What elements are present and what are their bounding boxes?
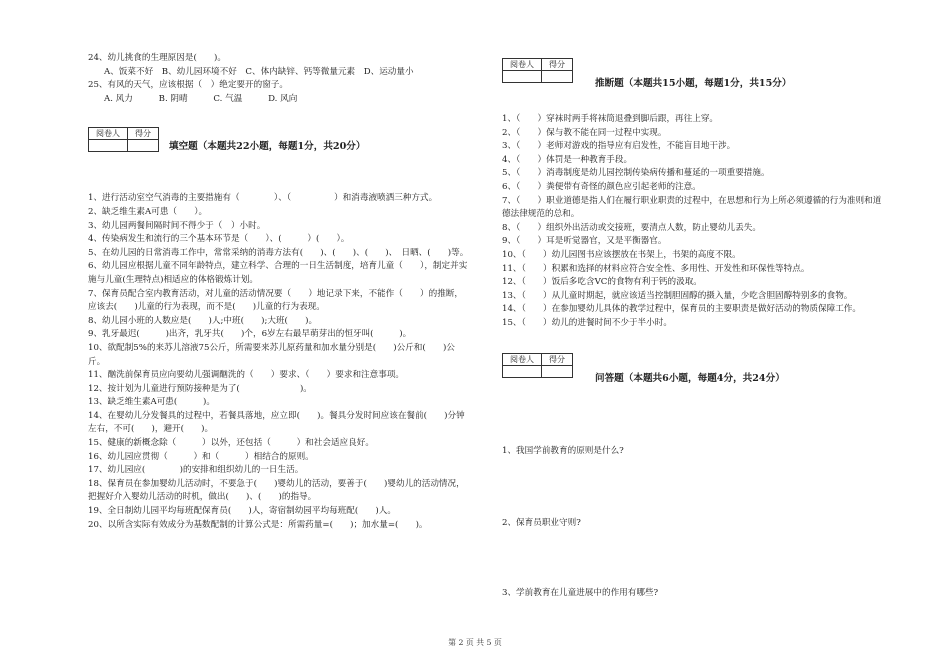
fill-q14: 14、在婴幼儿分发餐具的过程中，若餐具落地，应立即( )。餐具分发时间应该在餐前( )分钟左右，不可( )，避开( )。 — [88, 410, 465, 435]
reviewer-label: 阅卷人 — [503, 353, 542, 365]
judge-q7: 7、（ ）职业道德是指人们在履行职业职责的过程中，在思想和行为上所必须遵循的行为准则和道德法律规范的总和。 — [502, 195, 882, 220]
judge-q4: 4、（ ）体罚是一种教育手段。 — [502, 154, 633, 165]
score-box — [502, 58, 573, 83]
fill-q11: 11、酗洗前保育员应向要幼儿强调酗洗的（ ）要求、（ ）要求和注意事项。 — [88, 370, 405, 381]
question-25-options: A. 风力 B. 阴晴 C. 气温 D. 风向 — [104, 93, 298, 104]
score-cell — [542, 365, 573, 377]
judge-q13: 13、（ ）从儿童时期起，就应该适当控制胆固醇的摄入量，少吃含胆固醇特别多的食物。 — [502, 290, 853, 301]
score-label: 得分 — [542, 59, 573, 71]
fill-q18: 18、保育员在参加婴幼儿活动时，不要急于( )婴幼儿的活动，要善于( )婴幼儿的活动情况，把握好介入婴幼儿活动的时机，做出( )、( )的指导。 — [88, 478, 465, 503]
judge-q3: 3、（ ）老师对游戏的指导应有启发性，不能盲目地干涉。 — [502, 141, 736, 152]
score-box — [502, 353, 573, 378]
judge-q5: 5、（ ）消毒制度是幼儿园控制传染病传播和蔓延的一项重要措施。 — [502, 168, 770, 179]
fill-q19: 19、全日制幼儿园平均每班配保育员( )人，寄宿制幼园平均每班配( )人。 — [88, 506, 396, 517]
left-column — [88, 52, 470, 532]
fill-q4: 4、传染病发生和流行的三个基本环节是（ ）、( ）( ）。 — [88, 234, 350, 245]
score-box — [88, 127, 159, 152]
fill-q15: 15、健康的新概念除（ ）以外，还包括（ ）和社会适应良好。 — [88, 438, 374, 449]
judge-q15: 15、（ ）幼儿的进餐时间不少于半小时。 — [502, 317, 672, 328]
fill-q20: 20、以所含实际有效成分为基数配制的计算公式是：所需药量=( )；加水量=( )。 — [88, 519, 428, 530]
qa-question-2: 2、保育员职业守则? — [502, 518, 581, 528]
qa-section-title: 问答题（本题共6小题，每题4分，共24分） — [595, 372, 785, 384]
qa-section-header — [502, 353, 884, 384]
fill-q6: 6、幼儿园应根据儿童不同年龄特点，建立科学、合理的一日生活制度，培育儿童（ ），制定并实施与儿童(生理特点)相适应的体格锻炼计划。 — [88, 261, 468, 285]
fill-q7: 7、保育员配合室内教育活动，对儿童的活动情况要（ ）地记录下来，不能作（ ）的推断，应该去( )儿童的行为表现，而不是( )儿童的行为表现。 — [88, 288, 464, 313]
fill-q1: 1、进行活动室空气消毒的主要措施有（ ）、（ ）和消毒液喷洒三种方式。 — [88, 193, 438, 204]
reviewer-label: 阅卷人 — [503, 59, 542, 71]
judge-q6: 6、（ ）粪便带有奇怪的颜色应引起老师的注意。 — [502, 181, 701, 192]
fill-q8: 8、幼儿园小班的人数应是( )人;中班( );大班( )。 — [88, 315, 318, 326]
judge-q10: 10、（ ）幼儿园图书应该摆放在书架上，书架的高度不限。 — [502, 249, 741, 260]
reviewer-cell — [503, 365, 542, 377]
fill-q2: 2、缺乏维生素A可患（ ）。 — [88, 206, 208, 217]
reviewer-cell — [503, 71, 542, 83]
qa-question-1: 1、我国学前教育的原则是什么? — [502, 446, 624, 456]
fill-q5: 5、在幼儿园的日常消毒工作中，常常采纳的消毒方法有( )、( )、( )、 日晒、( )等。 — [88, 247, 469, 258]
judge-q9: 9、（ ）耳是听觉器官，又是平衡器官。 — [502, 236, 667, 247]
page-footer: 第 2 页 共 5 页 — [448, 638, 502, 647]
score-label: 得分 — [542, 353, 573, 365]
right-column — [502, 58, 884, 384]
judge-q11: 11、（ ）积累和选择的材料应符合安全性、多用性、开发性和环保性等特点。 — [502, 263, 810, 274]
judge-q12: 12、（ ）饭后多吃含VC的食物有利于钙的汲取。 — [502, 277, 702, 288]
question-25: 25、有风的天气，应该根据（ ）绝定要开的窗子。 — [88, 80, 288, 91]
score-cell — [128, 140, 159, 152]
judge-questions — [502, 113, 884, 331]
judge-q2: 2、（ ）保与教不能在同一过程中实现。 — [502, 127, 667, 138]
fill-q17: 17、幼儿园应( )的安排和组织幼儿的一日生活。 — [88, 465, 304, 476]
fill-q12: 12、按计划为儿童进行预防接种是为了( )。 — [88, 383, 312, 394]
question-24: 24、幼儿挑食的生理原因是( )。 — [88, 53, 226, 63]
score-label: 得分 — [128, 128, 159, 140]
fill-q13: 13、缺乏维生素A可患( )。 — [88, 397, 215, 408]
score-cell — [542, 71, 573, 83]
judge-q1: 1、（ ）穿袜时两手将袜筒退叠到脚后跟，再往上穿。 — [502, 114, 719, 124]
reviewer-label: 阅卷人 — [89, 128, 128, 140]
judge-section-header — [502, 58, 884, 89]
judge-q8: 8、（ ）组织外出活动或交接班，要清点人数，防止婴幼儿丢失。 — [502, 222, 761, 233]
fill-section-header — [88, 127, 470, 152]
reviewer-cell — [89, 140, 128, 152]
fill-q10: 10、欲配制5%的来苏儿溶液75公斤，所需要来苏儿原药量和加水量分别是( )公斤和( )公斤。 — [88, 342, 455, 367]
judge-q14: 14、（ ）在参加婴幼儿具体的教学过程中，保育员的主要职责是做好活动的物质保障工作。 — [502, 304, 861, 315]
judge-section-title: 推断题（本题共15小题，每题1分，共15分） — [595, 78, 792, 89]
fill-questions — [88, 192, 470, 532]
fill-q9: 9、乳牙最迟( )出齐，乳牙共( )个，6岁左右最早萌芽出的恒牙叫( )。 — [88, 329, 412, 340]
fill-section-title: 填空题（本题共22小题，每题1分，共20分） — [169, 141, 366, 153]
qa-question-3: 3、学前教育在儿童进展中的作用有哪些? — [502, 588, 659, 598]
fill-q16: 16、幼儿园应贯彻（ ）和（ ）相结合的原则。 — [88, 451, 314, 462]
fill-q3: 3、幼儿园两餐间隔时间不得少于（ ）小时。 — [88, 220, 266, 231]
question-24-options: A、饭菜不好 B、幼儿园环境不好 C、体内缺锌、钙等微量元素 D、运动量小 — [104, 66, 414, 77]
